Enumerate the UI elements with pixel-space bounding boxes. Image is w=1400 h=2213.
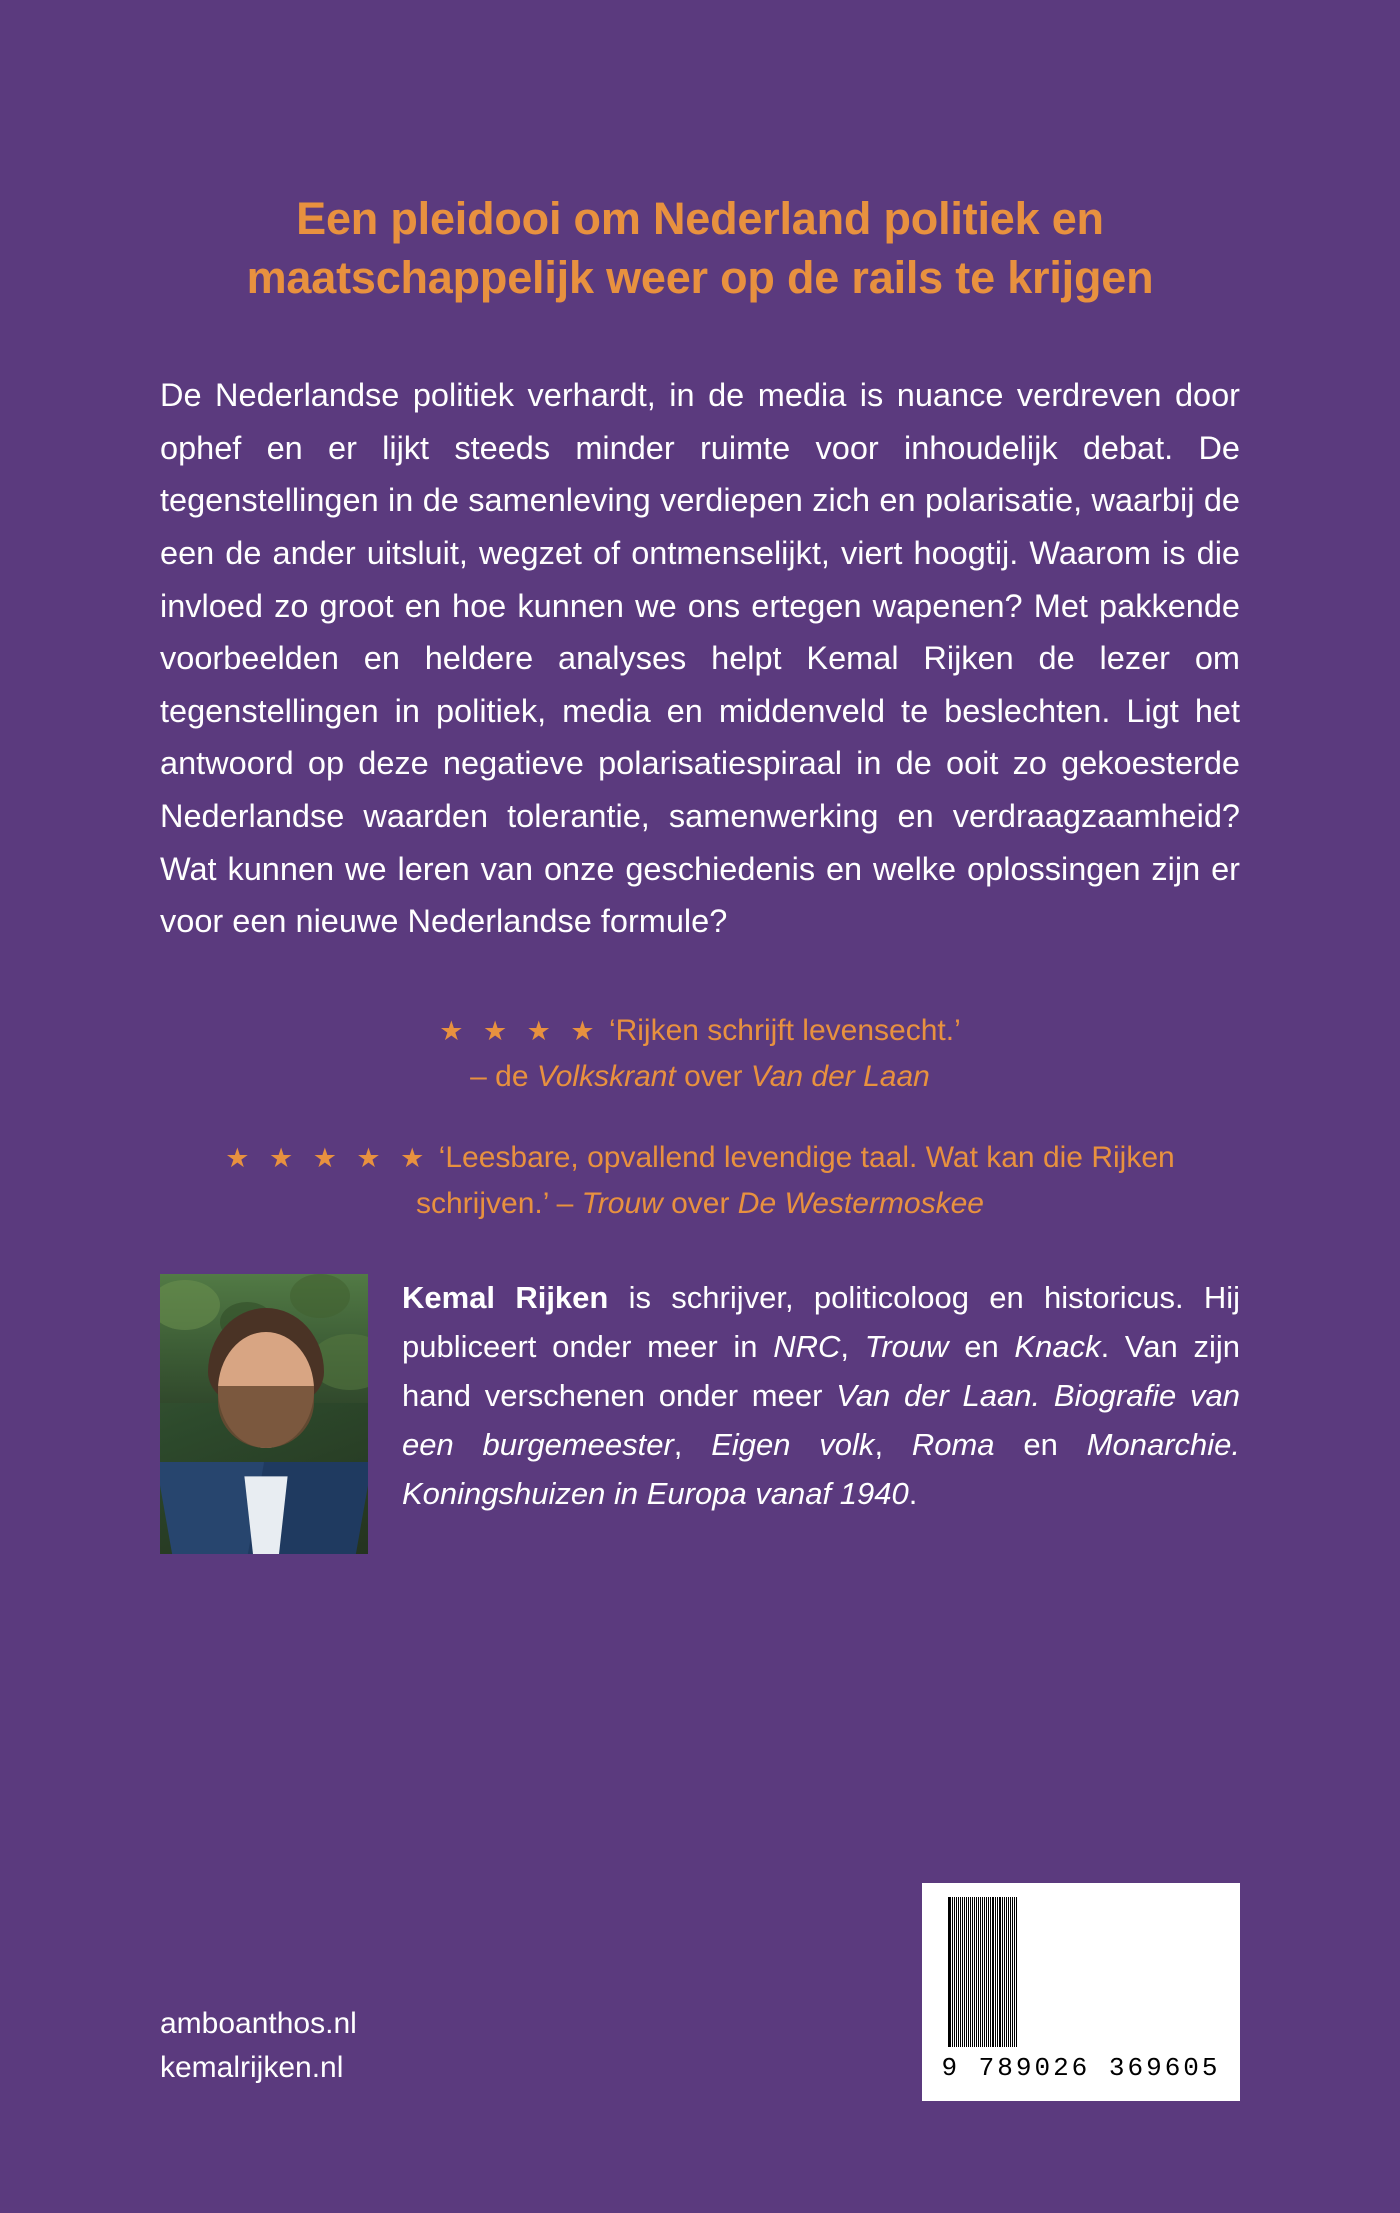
review-source-middle: over	[662, 1186, 738, 1220]
bio-text-7: en	[994, 1427, 1087, 1463]
page-title	[160, 0, 1240, 307]
bio-text-3: en	[948, 1329, 1015, 1365]
author-bio	[402, 1274, 1240, 1519]
work-monarchie: Monarchie. Koningshuizen in Europa vanaf 1940	[402, 1427, 1240, 1512]
author-website-link[interactable]: kemalrijken.nl	[160, 2050, 344, 2084]
publication-trouw: Trouw	[864, 1329, 949, 1365]
portrait-beard	[218, 1386, 314, 1448]
headline-line-2: maatschappelijk weer op de rails te krijgen	[246, 251, 1154, 303]
bio-text-2: ,	[840, 1329, 865, 1365]
review-text: ‘Rijken schrijft levensecht.’	[608, 1014, 961, 1048]
review-work: Van der Laan	[750, 1059, 930, 1093]
bio-text-6: ,	[874, 1427, 912, 1463]
review-publication: Volkskrant	[536, 1059, 676, 1093]
blurb-text: De Nederlandse politiek verhardt, in de media is nuance verdreven door ophef en er lijkt steeds minder ruimte voor inhoudelijk debat. De tegenstellingen in de samenleving verdiepen zich en polarisatie, waarbij de een de ander uitsluit, wegzet of ontmenselijkt, viert hoogtij. Waarom is die invloed zo groot en hoe kunnen we ons ertegen wapenen? Met pakkende voorbeelden en heldere analyses helpt Kemal Rijken de lezer om tegenstellingen in politiek, media en middenveld te beslechten. Ligt het antwoord op deze negatieve polarisatiespiraal in de ooit zo gekoesterde Nederlandse waarden tolerantie, samenwerking en verdraagzaamheid? Wat kunnen we leren van onze geschiedenis en welke oplossingen zijn er voor een nieuwe Nederlandse formule?	[160, 377, 1240, 940]
review-quote	[160, 1135, 1240, 1226]
publication-knack: Knack	[1014, 1329, 1101, 1365]
review-work: De Westermoskee	[737, 1186, 984, 1220]
review-source-prefix: – de	[470, 1059, 537, 1093]
reviews-section	[160, 1008, 1240, 1226]
bio-text-4: . Van zijn hand verschenen onder meer	[402, 1329, 1240, 1414]
author-section	[160, 1274, 1240, 1554]
publication-nrc: NRC	[773, 1329, 841, 1365]
bio-text-8: .	[908, 1476, 918, 1512]
review-source-middle: over	[675, 1059, 751, 1093]
barcode-number: 9 789026 369605	[941, 2053, 1221, 2083]
bio-text-1: is schrijver, politicoloog en historicus. Hij publiceert onder meer in	[402, 1280, 1240, 1365]
author-name: Kemal Rijken	[402, 1280, 609, 1316]
work-van-der-laan: Van der Laan. Biografie van een burgemeester	[402, 1378, 1240, 1463]
star-rating-icon: ★ ★ ★ ★ ★	[225, 1143, 431, 1174]
footer-links	[160, 2002, 357, 2089]
bio-text-5: ,	[673, 1427, 712, 1463]
headline-line-1: Een pleidooi om Nederland politiek en	[296, 193, 1104, 244]
review-quote	[160, 1008, 1240, 1099]
star-rating-icon: ★ ★ ★ ★	[439, 1016, 601, 1047]
review-text: ‘Leesbare, opvallend levendige taal. Wat kan die Rijken schrijven.’ –	[416, 1141, 1175, 1220]
author-portrait	[160, 1274, 368, 1554]
publisher-website-link[interactable]: amboanthos.nl	[160, 2007, 357, 2040]
barcode	[922, 1883, 1240, 2101]
work-roma: Roma	[911, 1427, 995, 1463]
barcode-bars	[934, 1897, 1228, 2047]
review-publication: Trouw	[581, 1186, 663, 1220]
work-eigen-volk: Eigen volk	[711, 1427, 875, 1463]
